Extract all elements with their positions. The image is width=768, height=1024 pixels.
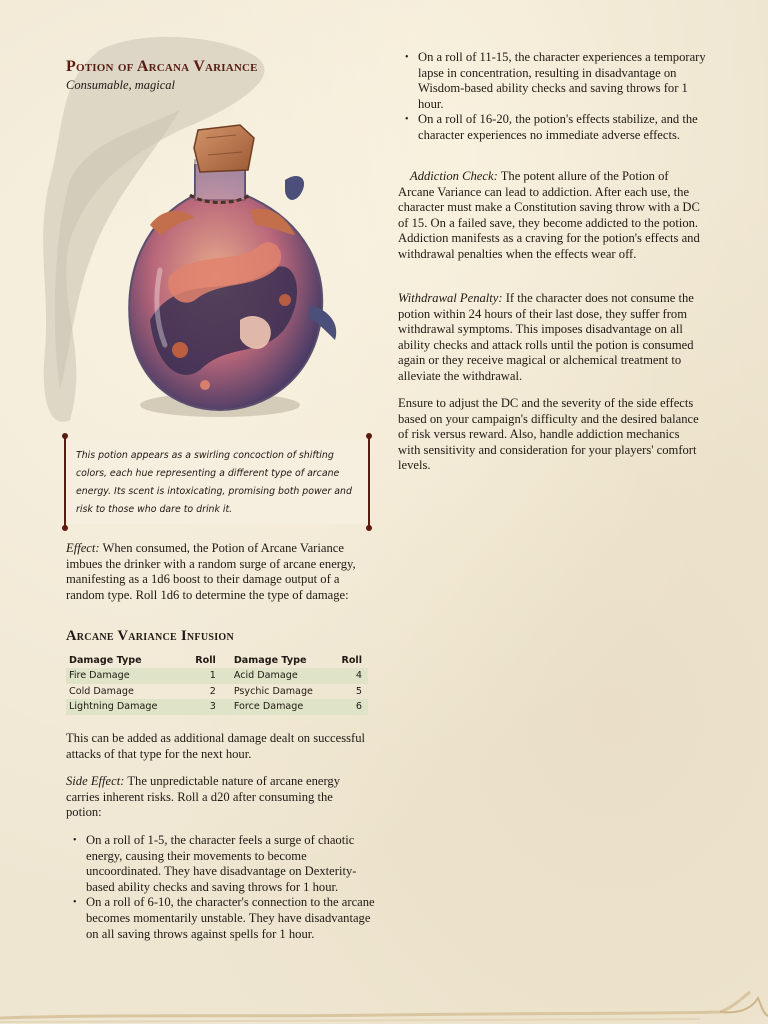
table-cell: Force Damage xyxy=(222,699,339,715)
table-title: Arcane Variance Infusion xyxy=(66,628,235,644)
list-item: • On a roll of 16-20, the potion's effects stabilize, and the character experiences no immediate adverse effects. xyxy=(418,112,716,143)
withdrawal-text: If the character does not consume the potion within 24 hours of their last dose, they suffer from withdrawal symptoms. This imposes disadvantage on all ability checks and attack rolls until the potion is consumed again or they receive magical or alchemical treatment to alleviate the withdrawal. xyxy=(398,291,694,383)
list-item: • On a roll of 1-5, the character feels a surge of chaotic energy, causing their movements to become uncoordinated. They have disadvantage on Dexterity-based ability checks and saving throws for 1 hour. xyxy=(86,833,384,895)
closing-paragraph: Ensure to adjust the DC and the severity of the side effects based on your campaign's difficulty and the desired balance of risk versus reward. Also, handle addiction mechanics with sensitivity and consideration for your players' comfort levels. xyxy=(398,396,699,473)
table-cell: 3 xyxy=(174,699,222,715)
box-rule-right xyxy=(368,436,370,528)
header-damage-type-1: Damage Type xyxy=(69,654,142,666)
list-item: • On a roll of 11-15, the character experiences a temporary lapse in concentration, resulting in disadvantage on Wisdom-based ability checks and saving throws for 1 hour. xyxy=(418,50,716,112)
withdrawal-label: Withdrawal Penalty: xyxy=(398,291,503,305)
side-effect-label: Side Effect: xyxy=(66,774,125,788)
item-title: Potion of Arcana Variance xyxy=(66,58,258,75)
header-roll-2: Roll xyxy=(341,654,362,666)
side-effect-paragraph xyxy=(66,774,368,821)
item-subtitle: Consumable, magical xyxy=(66,78,176,92)
table-row xyxy=(66,668,368,684)
effect-text: When consumed, the Potion of Arcane Variance imbues the drinker with a random surge of arcane energy, manifesting as a 1d6 boost to their damage output of a random type. Roll 1d6 to determine the type of damage: xyxy=(66,541,356,602)
table-cell: 5 xyxy=(355,685,362,697)
table-cell: Cold Damage xyxy=(69,685,134,697)
effect-paragraph xyxy=(66,541,368,603)
effect-label: Effect: xyxy=(66,541,100,555)
table-cell: 1 xyxy=(174,668,222,684)
table-cell: Fire Damage xyxy=(66,668,174,684)
list-item: • On a roll of 6-10, the character's connection to the arcane becomes momentarily unstable. They have disadvantage on all saving throws against spells for 1 hour. xyxy=(86,895,384,942)
after-table-paragraph: This can be added as additional damage dealt on successful attacks of that type for the next hour. xyxy=(66,731,365,761)
side-effect-list-left xyxy=(70,833,384,942)
side-effect-text: The unpredictable nature of arcane energy carries inherent risks. Roll a d20 after consuming the potion: xyxy=(66,774,341,820)
table-cell: 4 xyxy=(338,668,368,684)
addiction-paragraph xyxy=(398,169,700,263)
table-cell: 6 xyxy=(338,699,368,715)
table-row xyxy=(66,684,368,700)
header-damage-type-2: Damage Type xyxy=(233,654,307,666)
addiction-label: Addiction Check: xyxy=(410,169,498,183)
page-footer-ornament xyxy=(0,984,768,1024)
damage-table xyxy=(66,652,368,715)
flavor-text-box xyxy=(66,440,368,524)
box-rule-left xyxy=(64,436,66,528)
withdrawal-paragraph xyxy=(398,291,700,385)
table-cell: Acid Damage xyxy=(222,668,339,684)
side-effect-list-right xyxy=(402,50,716,144)
table-cell: Psychic Damage xyxy=(233,685,313,697)
table-cell: Lightning Damage xyxy=(66,699,174,715)
addiction-text: The potent allure of the Potion of Arcane Variance can lead to addiction. After each use, the character must make a Constitution saving throw with a DC of 15. On a failed save, they become addicted to the potion. Addiction manifests as a craving for the potion's effects and withdrawal penalties when the effects wear off. xyxy=(398,169,700,261)
table-header-row xyxy=(66,652,368,668)
header-roll-1: Roll xyxy=(195,654,216,666)
table-cell: 2 xyxy=(209,685,216,697)
flavor-text: This potion appears as a swirling concoction of shifting colors, each hue representing a different type of arcane energy. Its scent is intoxicating, promising both power and risk to those who dare to drink it. xyxy=(76,450,352,515)
table-row xyxy=(66,699,368,715)
